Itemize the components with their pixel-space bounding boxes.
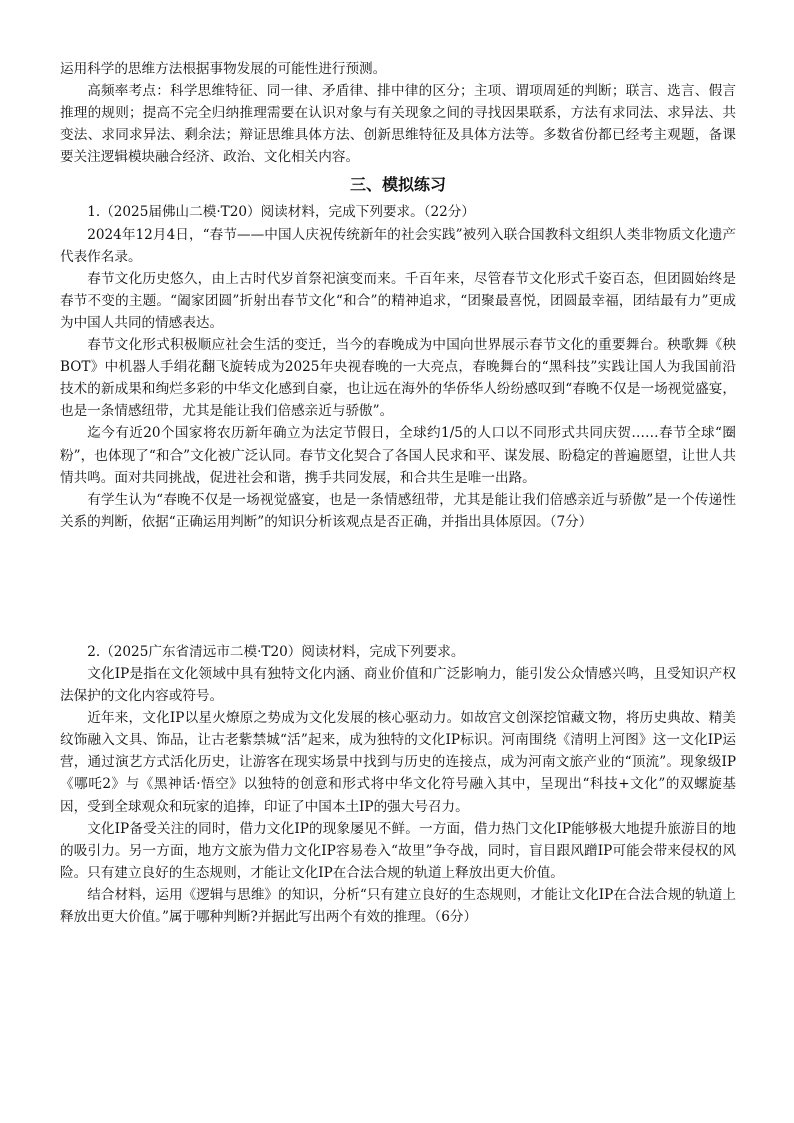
answer-space — [60, 533, 736, 641]
question-2-prompt: 结合材料，运用《逻辑与思维》的知识，分析“只有建立良好的生态规则，才能让文化IP在合法合规的轨道上释放出更大价值。”属于哪种判断?并据此写出两个有效的推理。（6分） — [60, 886, 736, 925]
question-2-paragraph: 近年来，文化IP以星火燎原之势成为文化发展的核心驱动力。如故宫文创深挖馆藏文物，将历史典故、精美纹饰融入文具、饰品，让古老紫禁城“活”起来，成为独特的文化IP标识。河南围绕《清明上河图》这一文化IP运营，通过演艺方式活化历史，让游客在现实场景中找到与历史的连接点，成为河南文旅产业的“顶流”。现象级IP《哪吒2》与《黑神话·悟空》以独特的创意和形式将中华文化符号融入其中，呈现出“科技+文化”的双螺旋基因，受到全球观众和玩家的追捧，印证了中国本土IP的强大号召力。 — [60, 710, 736, 815]
question-1-paragraph: 春节文化形式积极顺应社会生活的变迁，当今的春晚成为中国向世界展示春节文化的重要舞台。秧歌舞《秧BOT》中机器人手绢花翻飞旋转成为2025年央视春晚的一大亮点，春晚舞台的“黑科技”实践让国人为我国前沿技术的新成果和绚烂多彩的中华文化感到自豪，也让远在海外的华侨华人纷纷感叹到“春晚不仅是一场视觉盛宴，也是一条情感纽带，尤其是能让我们倍感亲近与骄傲”。 — [60, 337, 736, 420]
question-1-paragraph: 春节文化历史悠久，由上古时代岁首祭祀演变而来。千百年来，尽管春节文化形式千姿百态，但团圆始终是春节不变的主题。“阖家团圆”折射出春节文化“和合”的精神追求，“团聚最喜悦，团圆最幸福，团结最有力”更成为中国人共同的情感表达。 — [60, 270, 736, 331]
intro-paragraph-1: 运用科学的思维方法根据事物发展的可能性进行预测。 — [60, 61, 387, 77]
question-1-prompt: 有学生认为“春晚不仅是一场视觉盛宴，也是一条情感纽带，尤其是能让我们倍感亲近与骄傲”是一个传递性关系的判断，依据“正确运用判断”的知识分析该观点是否正确，并指出具体原因。（7分） — [60, 491, 736, 530]
question-1-paragraph: 2024年12月4日，“春节——中国人庆祝传统新年的社会实践”被列入联合国教科文组织人类非物质文化遗产代表作名录。 — [60, 226, 736, 265]
question-2 — [60, 641, 736, 928]
question-2-paragraph: 文化IP备受关注的同时，借力文化IP的现象屡见不鲜。一方面，借力热门文化IP能够极大地提升旅游目的地的吸引力。另一方面，地方文旅为借力文化IP容易卷入“故里”争夺战，同时，盲目跟风蹭IP可能会带来侵权的风险。只有建立良好的生态规则，才能让文化IP在合法合规的轨道上释放出更大价值。 — [60, 820, 736, 881]
question-1 — [60, 201, 736, 532]
section-heading: 三、模拟练习 — [349, 175, 446, 195]
question-1-header: 1.（2025届佛山二模·T20）阅读材料，完成下列要求。（22分） — [87, 204, 475, 221]
intro-paragraph-2: 高频率考点：科学思维特征、同一律、矛盾律、排中律的区分；主项、谓项周延的判断；联言、选言、假言推理的规则；提高不完全归纳推理需要在认识对象与有关现象之间的寻找因果联系，方法有求同法、求异法、共变法、求同求异法、剩余法；辩证思维具体方法、创新思维特征及具体方法等。多数省份都已经考主观题，备课要关注逻辑模块融合经济、政治、文化相关内容。 — [60, 83, 736, 166]
question-2-paragraph: 文化IP是指在文化领域中具有独特文化内涵、商业价值和广泛影响力，能引发公众情感兴鸣，且受知识产权法保护的文化内容或符号。 — [60, 665, 736, 705]
document-page — [60, 58, 736, 928]
question-2-header: 2.（2025广东省清远市二模·T20）阅读材料，完成下列要求。 — [87, 643, 465, 660]
question-1-paragraph: 迄今有近20个国家将农历新年确立为法定节假日，全球约1/5的人口以不同形式共同庆贺……春节全球“圈粉”，也体现了“和合”文化被广泛认同。春节文化契合了各国人民求和平、谋发展、盼稳定的普遍愿望，让世人共情共鸣。面对共同挑战，促进社会和谐，携手共同发展，和合共生是唯一出路。 — [60, 425, 736, 486]
